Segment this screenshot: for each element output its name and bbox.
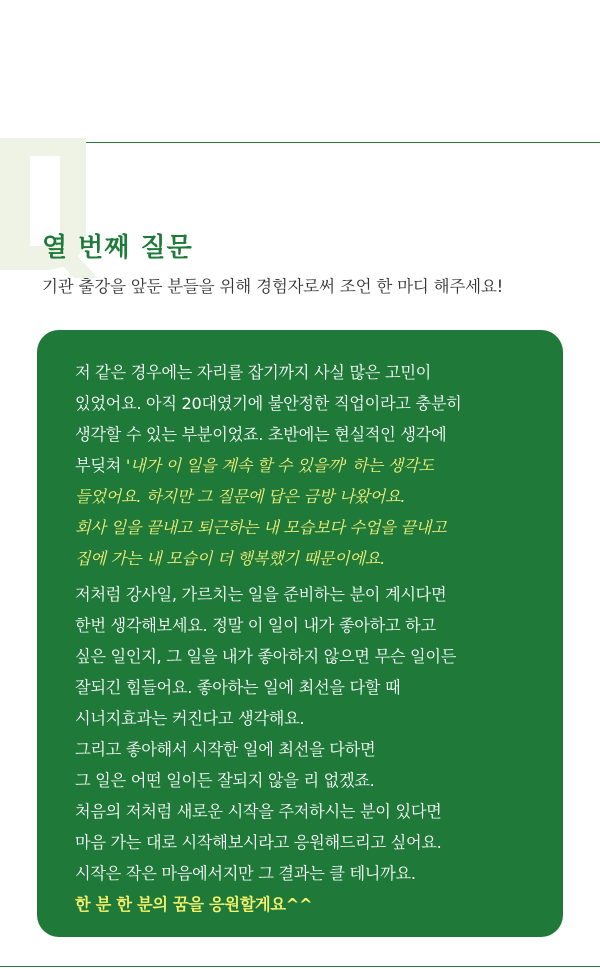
answer-line: 잘되긴 힘들어요. 좋아하는 일에 최선을 다할 때 — [75, 678, 401, 697]
answer-line: 생각할 수 있는 부분이었죠. 초반에는 현실적인 생각에 — [75, 425, 447, 444]
answer-line: 싶은 일인지, 그 일을 내가 좋아하지 않으면 무슨 일이든 — [75, 647, 457, 666]
answer-line: 그 일은 어떤 일이든 잘되지 않을 리 없겠죠. — [75, 771, 375, 790]
question-title: 열 번째 질문 — [42, 233, 193, 263]
answer-line: 저 같은 경우에는 자리를 잡기까지 사실 많은 고민이 — [75, 363, 431, 382]
highlight-line: 들었어요. 하지만 그 질문에 답은 금방 나왔어요. — [75, 487, 406, 506]
answer-line: 시작은 작은 마음에서지만 그 결과는 클 테니까요. — [75, 864, 416, 883]
highlight-quote: '내가 이 일을 계속 할 수 있을까' 하는 생각도 — [125, 456, 434, 475]
highlight-line: 집에 가는 내 모습이 더 행복했기 때문이에요. — [75, 549, 385, 568]
answer-card — [37, 330, 563, 937]
answer-paragraph-2 — [75, 579, 545, 920]
answer-paragraph-1 — [75, 357, 545, 574]
answer-line: 마음 가는 대로 시작해보시라고 응원해드리고 싶어요. — [75, 833, 442, 852]
answer-line: 있었어요. 아직 20대였기에 불안정한 직업이라고 충분히 — [75, 394, 462, 413]
answer-line — [75, 450, 545, 481]
closing-message: 한 분 한 분의 꿈을 응원할게요^^ — [75, 895, 313, 914]
answer-line: 저처럼 강사일, 가르치는 일을 준비하는 분이 계시다면 — [75, 585, 447, 604]
question-subtitle: 기관 출강을 앞둔 분들을 위해 경험자로써 조언 한 마디 해주세요! — [42, 277, 504, 296]
answer-line: 한번 생각해보세요. 정말 이 일이 내가 좋아하고 하고 — [75, 616, 436, 635]
highlight-line: 회사 일을 끝내고 퇴근하는 내 모습보다 수업을 끝내고 — [75, 518, 447, 537]
answer-line: 그리고 좋아해서 시작한 일에 최선을 다하면 — [75, 740, 376, 759]
answer-line: 시너지효과는 커진다고 생각해요. — [75, 709, 305, 728]
bottom-divider — [0, 966, 600, 967]
answer-line-prefix: 부딪쳐 — [75, 456, 126, 475]
answer-line: 처음의 저처럼 새로운 시작을 주저하시는 분이 있다면 — [75, 802, 442, 821]
